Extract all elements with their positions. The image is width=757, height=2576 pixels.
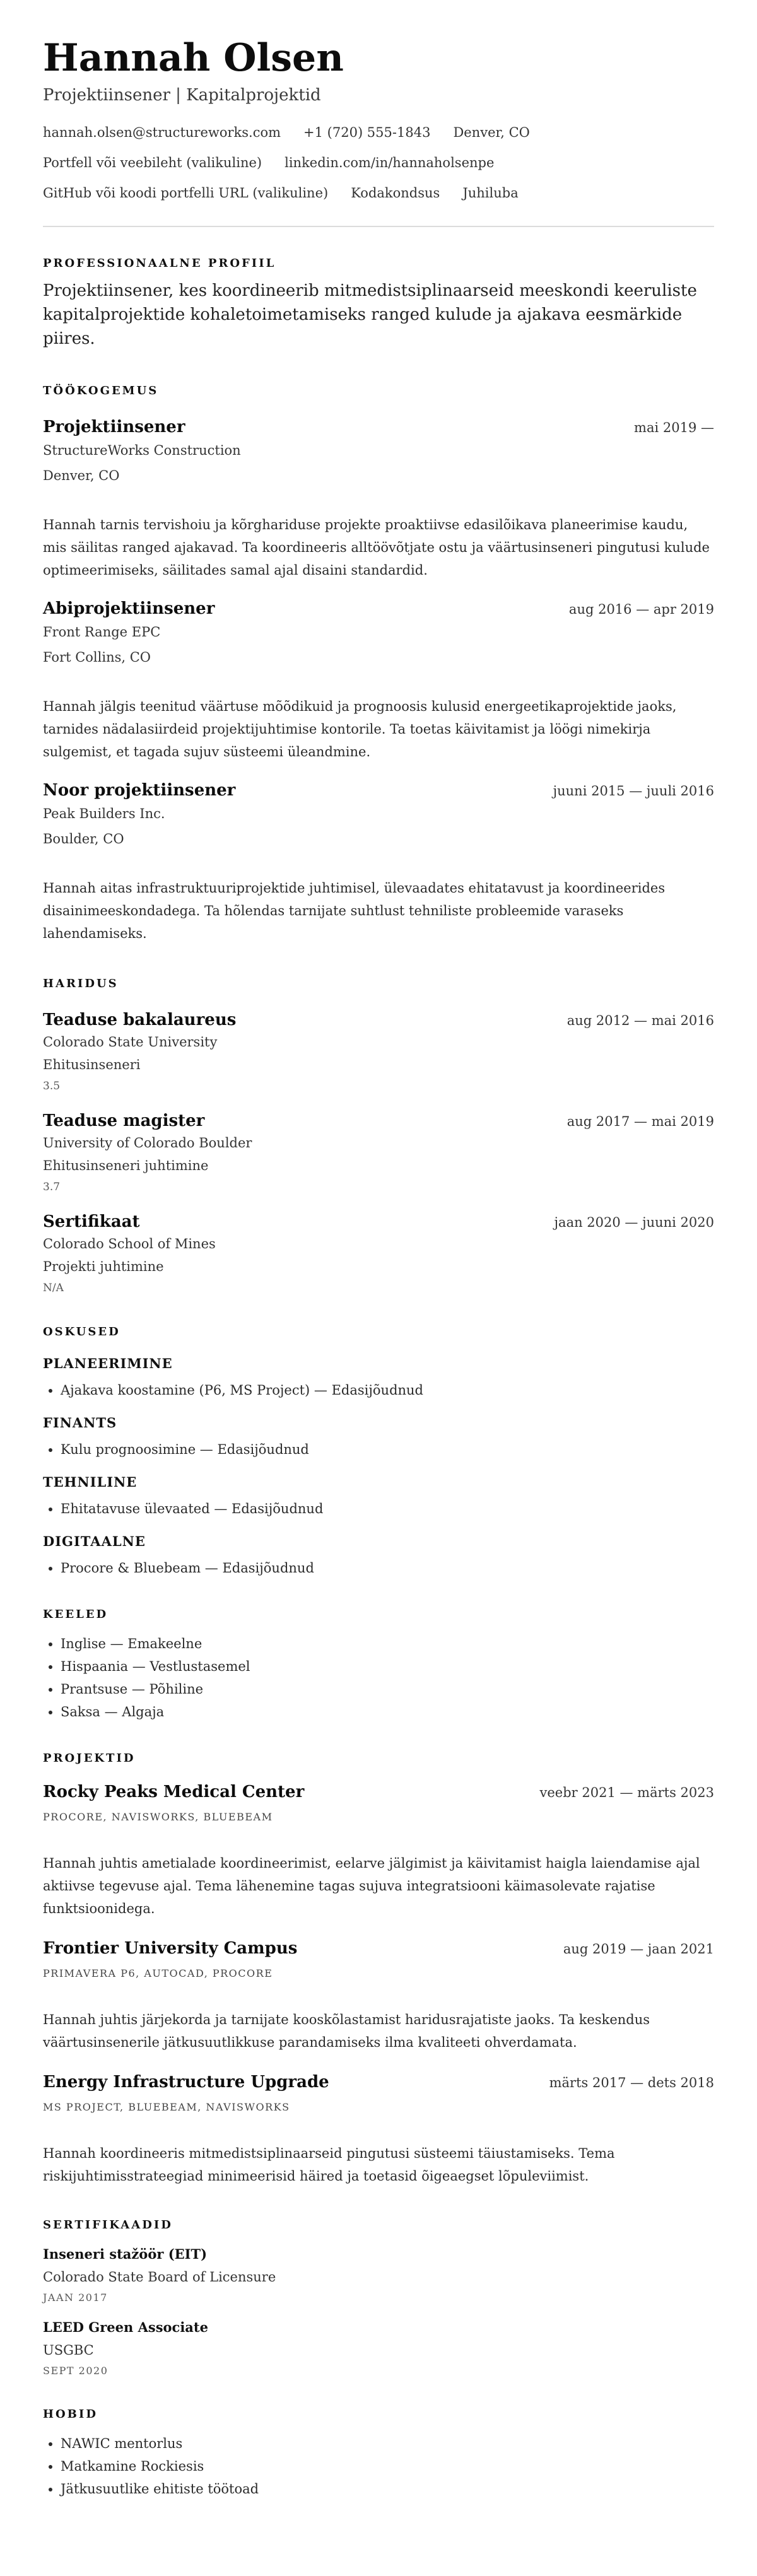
skill-list (43, 1497, 714, 1520)
contact-citizenship: Kodakondsus (351, 185, 440, 201)
field-of-study: Ehitusinseneri (43, 1057, 141, 1072)
field-of-study: Ehitusinseneri juhtimine (43, 1158, 209, 1173)
job-company: StructureWorks Construction (43, 443, 241, 458)
language-item: • Hispaania — Vestlustasemel (61, 1655, 714, 1678)
projects-section-title: PROJEKTID (43, 1752, 136, 1765)
skill-category (43, 1414, 714, 1461)
job-description: Hannah aitas infrastruktuuriprojektide juhtimisel, ülevaadates ehitatavust ja koordineerides disainimeeskondadega. Ta hõlendas tarnijate suhtlust tehniliste probleemide varaseks lahendamiseks. (43, 881, 666, 941)
experience-entry (43, 598, 714, 763)
language-item: • Saksa — Algaja (61, 1701, 714, 1723)
contact-row-extra (43, 184, 714, 202)
gpa: 3.5 (43, 1080, 61, 1092)
field-of-study: Projekti juhtimine (43, 1259, 164, 1274)
school-name: Colorado State University (43, 1034, 218, 1050)
projects-section (43, 1751, 714, 2187)
contact-email[interactable]: hannah.olsen@structureworks.com (43, 125, 281, 140)
skill-category-name: PLANEERIMINE (43, 1355, 173, 1371)
project-description: Hannah koordineeris mitmedistsiplinaarseid pingutusi süsteemi täiustamiseks. Tema riskijuhtimisstrateegiad minimeerisid häired ja toetasid õigeaegset lõpuleviimist. (43, 2146, 615, 2184)
project-dates: märts 2017 — dets 2018 (549, 2075, 714, 2090)
project-dates: aug 2019 — jaan 2021 (563, 1941, 714, 1957)
skill-category-name: FINANTS (43, 1415, 117, 1431)
candidate-subtitle: Projektiinsener | Kapitalprojektid (43, 86, 321, 105)
certification-issuer: USGBC (43, 2343, 94, 2358)
contact-row-links (43, 154, 714, 172)
candidate-name: Hannah Olsen (43, 36, 344, 80)
education-entry (43, 1211, 714, 1296)
skills-section-title: OSKUSED (43, 1325, 120, 1338)
education-section-title: HARIDUS (43, 977, 119, 990)
job-title: Abiprojektiinsener (43, 599, 215, 618)
skill-list (43, 1379, 714, 1402)
skill-item: • Ehitatavuse ülevaated — Edasijõudnud (61, 1497, 714, 1520)
job-company: Front Range EPC (43, 624, 161, 640)
education-entry (43, 1009, 714, 1094)
school-name: Colorado School of Mines (43, 1236, 216, 1251)
contact-github[interactable]: GitHub või koodi portfelli URL (valikuline) (43, 185, 329, 201)
contact-linkedin[interactable]: linkedin.com/in/hannaholsenpe (285, 155, 495, 170)
skill-category-name: TEHNILINE (43, 1474, 138, 1490)
certification-issuer: Colorado State Board of Licensure (43, 2269, 276, 2285)
skill-category (43, 1533, 714, 1579)
project-description: Hannah juhtis ametialade koordineerimist, eelarve jälgimist ja käivitamist haigla laiendamise ajal aktiivse tegevuse ajal. Tema lähenemine tagas sujuva integratsiooni käimasolevate rajatise funktsioonidega. (43, 1856, 700, 1916)
hobby-item: • Matkamine Rockiesis (61, 2455, 714, 2478)
education-dates: aug 2012 — mai 2016 (566, 1013, 714, 1028)
education-dates: aug 2017 — mai 2019 (566, 1114, 714, 1129)
project-name: Rocky Peaks Medical Center (43, 1783, 305, 1801)
skill-item: • Kulu prognoosimine — Edasijõudnud (61, 1438, 714, 1461)
school-name: University of Colorado Boulder (43, 1135, 252, 1150)
profile-section (43, 256, 714, 351)
gpa: 3.7 (43, 1181, 61, 1193)
project-entry (43, 1938, 714, 2054)
project-technologies: PROCORE, NAVISWORKS, BLUEBEAM (43, 1811, 273, 1823)
skills-section (43, 1325, 714, 1579)
language-item: • Prantsuse — Põhiline (61, 1678, 714, 1701)
education-dates: jaan 2020 — juuni 2020 (554, 1215, 714, 1230)
skill-category (43, 1473, 714, 1520)
degree-title: Teaduse bakalaureus (43, 1010, 237, 1029)
contact-portfolio[interactable]: Portfell või veebileht (valikuline) (43, 155, 262, 170)
languages-section (43, 1607, 714, 1723)
gpa: N/A (43, 1282, 64, 1294)
certifications-section-title: SERTIFIKAADID (43, 2218, 173, 2232)
experience-section (43, 383, 714, 945)
certifications-section (43, 2218, 714, 2378)
contact-license: Juhiluba (462, 185, 519, 201)
contact-phone[interactable]: +1 (720) 555-1843 (303, 125, 431, 140)
job-description: Hannah tarnis tervishoiu ja kõrghariduse projekte proaktiivse edasilõikava planeerimise kaudu, mis säilitas ranged ajakavad. Ta koordineeris alltöövõtjate ostu ja väärtusinseneri pingutusi kulude optimeerimiseks, säilitades samal ajal disaini standardid. (43, 517, 710, 578)
hobbies-section (43, 2407, 714, 2500)
project-dates: veebr 2021 — märts 2023 (539, 1785, 714, 1800)
job-title: Noor projektiinsener (43, 781, 236, 800)
job-location: Denver, CO (43, 468, 120, 483)
certification-date: JAAN 2017 (43, 2292, 108, 2304)
profile-section-title: PROFESSIONAALNE PROFIIL (43, 257, 276, 270)
job-dates: juuni 2015 — juuli 2016 (553, 783, 714, 799)
certification-entry (43, 2245, 714, 2305)
language-item: • Inglise — Emakeelne (61, 1632, 714, 1655)
resume-header (43, 35, 714, 227)
job-location: Boulder, CO (43, 831, 124, 846)
language-list (43, 1632, 714, 1723)
skill-item: • Procore & Bluebeam — Edasijõudnud (61, 1557, 714, 1579)
project-entry (43, 1781, 714, 1920)
experience-entry (43, 780, 714, 945)
profile-summary: Projektiinsener, kes koordineerib mitmedistsiplinaarseid meeskondi keeruliste kapitalprojektide kohaletoimetamiseks ranged kulude ja ajakava eesmärkide piires. (43, 281, 697, 348)
languages-section-title: KEELED (43, 1608, 109, 1621)
skill-item: • Ajakava koostamine (P6, MS Project) — Edasijõudnud (61, 1379, 714, 1402)
project-description: Hannah juhtis järjekorda ja tarnijate kooskõlastamist haridusrajatiste jaoks. Ta keskendus väärtusinsenerile jätkusuutlikkuse parandamiseks ilma kvaliteeti ohverdamata. (43, 2012, 650, 2050)
job-dates: mai 2019 — (634, 420, 714, 435)
hobby-item: • Jätkusuutlike ehitiste töötoad (61, 2478, 714, 2500)
hobby-list (43, 2432, 714, 2500)
hobby-item: • NAWIC mentorlus (61, 2432, 714, 2455)
certification-date: SEPT 2020 (43, 2365, 109, 2377)
project-technologies: PRIMAVERA P6, AUTOCAD, PROCORE (43, 1967, 273, 1979)
project-entry (43, 2071, 714, 2187)
contact-location: Denver, CO (453, 125, 530, 140)
job-dates: aug 2016 — apr 2019 (568, 602, 714, 617)
certification-name: Inseneri stažöör (EIT) (43, 2246, 208, 2262)
job-title: Projektiinsener (43, 418, 185, 436)
certification-name: LEED Green Associate (43, 2319, 208, 2335)
skill-list (43, 1438, 714, 1461)
education-entry (43, 1110, 714, 1195)
hobbies-section-title: HOBID (43, 2408, 98, 2421)
degree-title: Sertifikaat (43, 1212, 140, 1231)
skill-category-name: DIGITAALNE (43, 1533, 146, 1549)
degree-title: Teaduse magister (43, 1111, 205, 1130)
skill-list (43, 1557, 714, 1579)
certification-entry (43, 2319, 714, 2378)
project-name: Frontier University Campus (43, 1939, 298, 1958)
skill-category (43, 1355, 714, 1402)
experience-section-title: TÖÖKOGEMUS (43, 384, 159, 397)
header-divider (43, 226, 714, 227)
project-name: Energy Infrastructure Upgrade (43, 2073, 329, 2092)
experience-entry (43, 416, 714, 582)
education-section (43, 976, 714, 1296)
project-technologies: MS PROJECT, BLUEBEAM, NAVISWORKS (43, 2101, 290, 2113)
job-location: Fort Collins, CO (43, 650, 151, 665)
job-company: Peak Builders Inc. (43, 806, 165, 821)
contact-row-primary (43, 124, 714, 141)
job-description: Hannah jälgis teenitud väärtuse mõõdikuid ja prognoosis kulusid energeetikaprojektide jaoks, tarnides nädalasiirdeid projektijuhtimise kontorile. Ta toetas käivitamist ja löögi nimekirja sulgemist, et tagada sujuv süsteemi üleandmine. (43, 699, 677, 759)
